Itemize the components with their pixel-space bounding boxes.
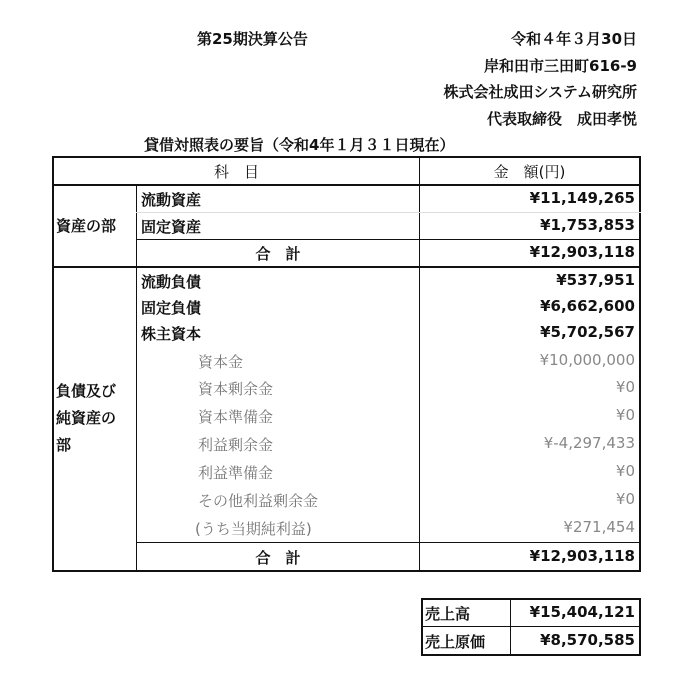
current-liabilities-label: 流動負債: [141, 273, 202, 291]
cost-of-sales-value: ¥8,570,585: [540, 631, 635, 649]
sales-value: ¥15,404,121: [529, 603, 635, 621]
border-top: [52, 156, 641, 158]
shareholders-equity-value: ¥5,702,567: [540, 323, 635, 341]
balance-sheet-table: [52, 156, 641, 572]
capital-surplus-label: 資本剰余金: [198, 380, 274, 398]
amount-column-divider: [419, 156, 420, 572]
representative-name: 代表取締役 成田孝悦: [486, 110, 637, 128]
legal-reserve-value: ¥0: [615, 462, 635, 480]
shareholders-equity-label: 株主資本: [141, 325, 202, 343]
assets-total-value: ¥12,903,118: [529, 243, 635, 261]
notice-date: 令和４年３月30日: [511, 30, 637, 48]
border-right: [639, 156, 641, 572]
legal-reserve-label: 利益準備金: [198, 464, 274, 482]
capital-stock-value: ¥10,000,000: [539, 351, 635, 369]
border-right: [639, 598, 641, 656]
capital-surplus-value: ¥0: [615, 378, 635, 396]
liabilities-total-divider: [136, 542, 641, 543]
page-title: 第25期決算公告: [197, 30, 308, 48]
assets-total-divider: [136, 239, 641, 240]
net-income-value: ¥271,454: [563, 518, 635, 536]
capital-reserve-label: 資本準備金: [198, 408, 274, 426]
header-divider: [52, 184, 641, 186]
current-liabilities-value: ¥537,951: [556, 271, 635, 289]
border-top: [421, 598, 641, 600]
column-divider: [510, 598, 511, 656]
border-bottom: [52, 570, 641, 572]
current-assets-value: ¥11,149,265: [529, 189, 635, 207]
column-header-amount: 金 額(円): [493, 163, 566, 181]
section-label-divider: [136, 184, 137, 570]
border-left: [52, 156, 54, 572]
fixed-liabilities-value: ¥6,662,600: [540, 297, 635, 315]
liabilities-section-label-line: 負債及び: [56, 382, 117, 400]
balance-sheet-subtitle: 貸借対照表の要旨（令和4年１月３１日現在）: [144, 136, 455, 154]
section-divider: [52, 266, 641, 268]
retained-earnings-value: ¥-4,297,433: [543, 434, 635, 452]
company-address: 岸和田市三田町616-9: [484, 57, 637, 75]
assets-section-label: 資産の部: [56, 217, 117, 235]
column-header-item: 科 目: [213, 163, 259, 181]
capital-stock-label: 資本金: [198, 353, 244, 371]
liabilities-section-label: [56, 378, 116, 459]
fixed-assets-label: 固定資産: [141, 218, 202, 236]
assets-total-label: 合 計: [255, 245, 301, 263]
other-retained-earnings-value: ¥0: [615, 490, 635, 508]
sales-label: 売上高: [425, 605, 471, 623]
border-bottom: [421, 654, 641, 656]
liabilities-section-label-line: 部: [56, 436, 72, 454]
sales-table: [421, 598, 641, 656]
row-divider: [421, 626, 641, 627]
fixed-liabilities-label: 固定負債: [141, 299, 202, 317]
liabilities-total-value: ¥12,903,118: [529, 547, 635, 565]
capital-reserve-value: ¥0: [615, 406, 635, 424]
other-retained-earnings-label: その他利益剰余金: [198, 492, 319, 510]
fixed-assets-value: ¥1,753,853: [540, 216, 635, 234]
liabilities-total-label: 合 計: [255, 549, 301, 567]
company-name: 株式会社成田システム研究所: [443, 83, 637, 101]
retained-earnings-label: 利益剰余金: [198, 436, 274, 454]
row-separator: [136, 212, 641, 213]
current-assets-label: 流動資産: [141, 191, 202, 209]
cost-of-sales-label: 売上原価: [425, 633, 486, 651]
liabilities-section-label-line: 純資産の: [56, 409, 117, 427]
border-left: [421, 598, 423, 656]
net-income-label: (うち当期純利益): [195, 520, 312, 538]
